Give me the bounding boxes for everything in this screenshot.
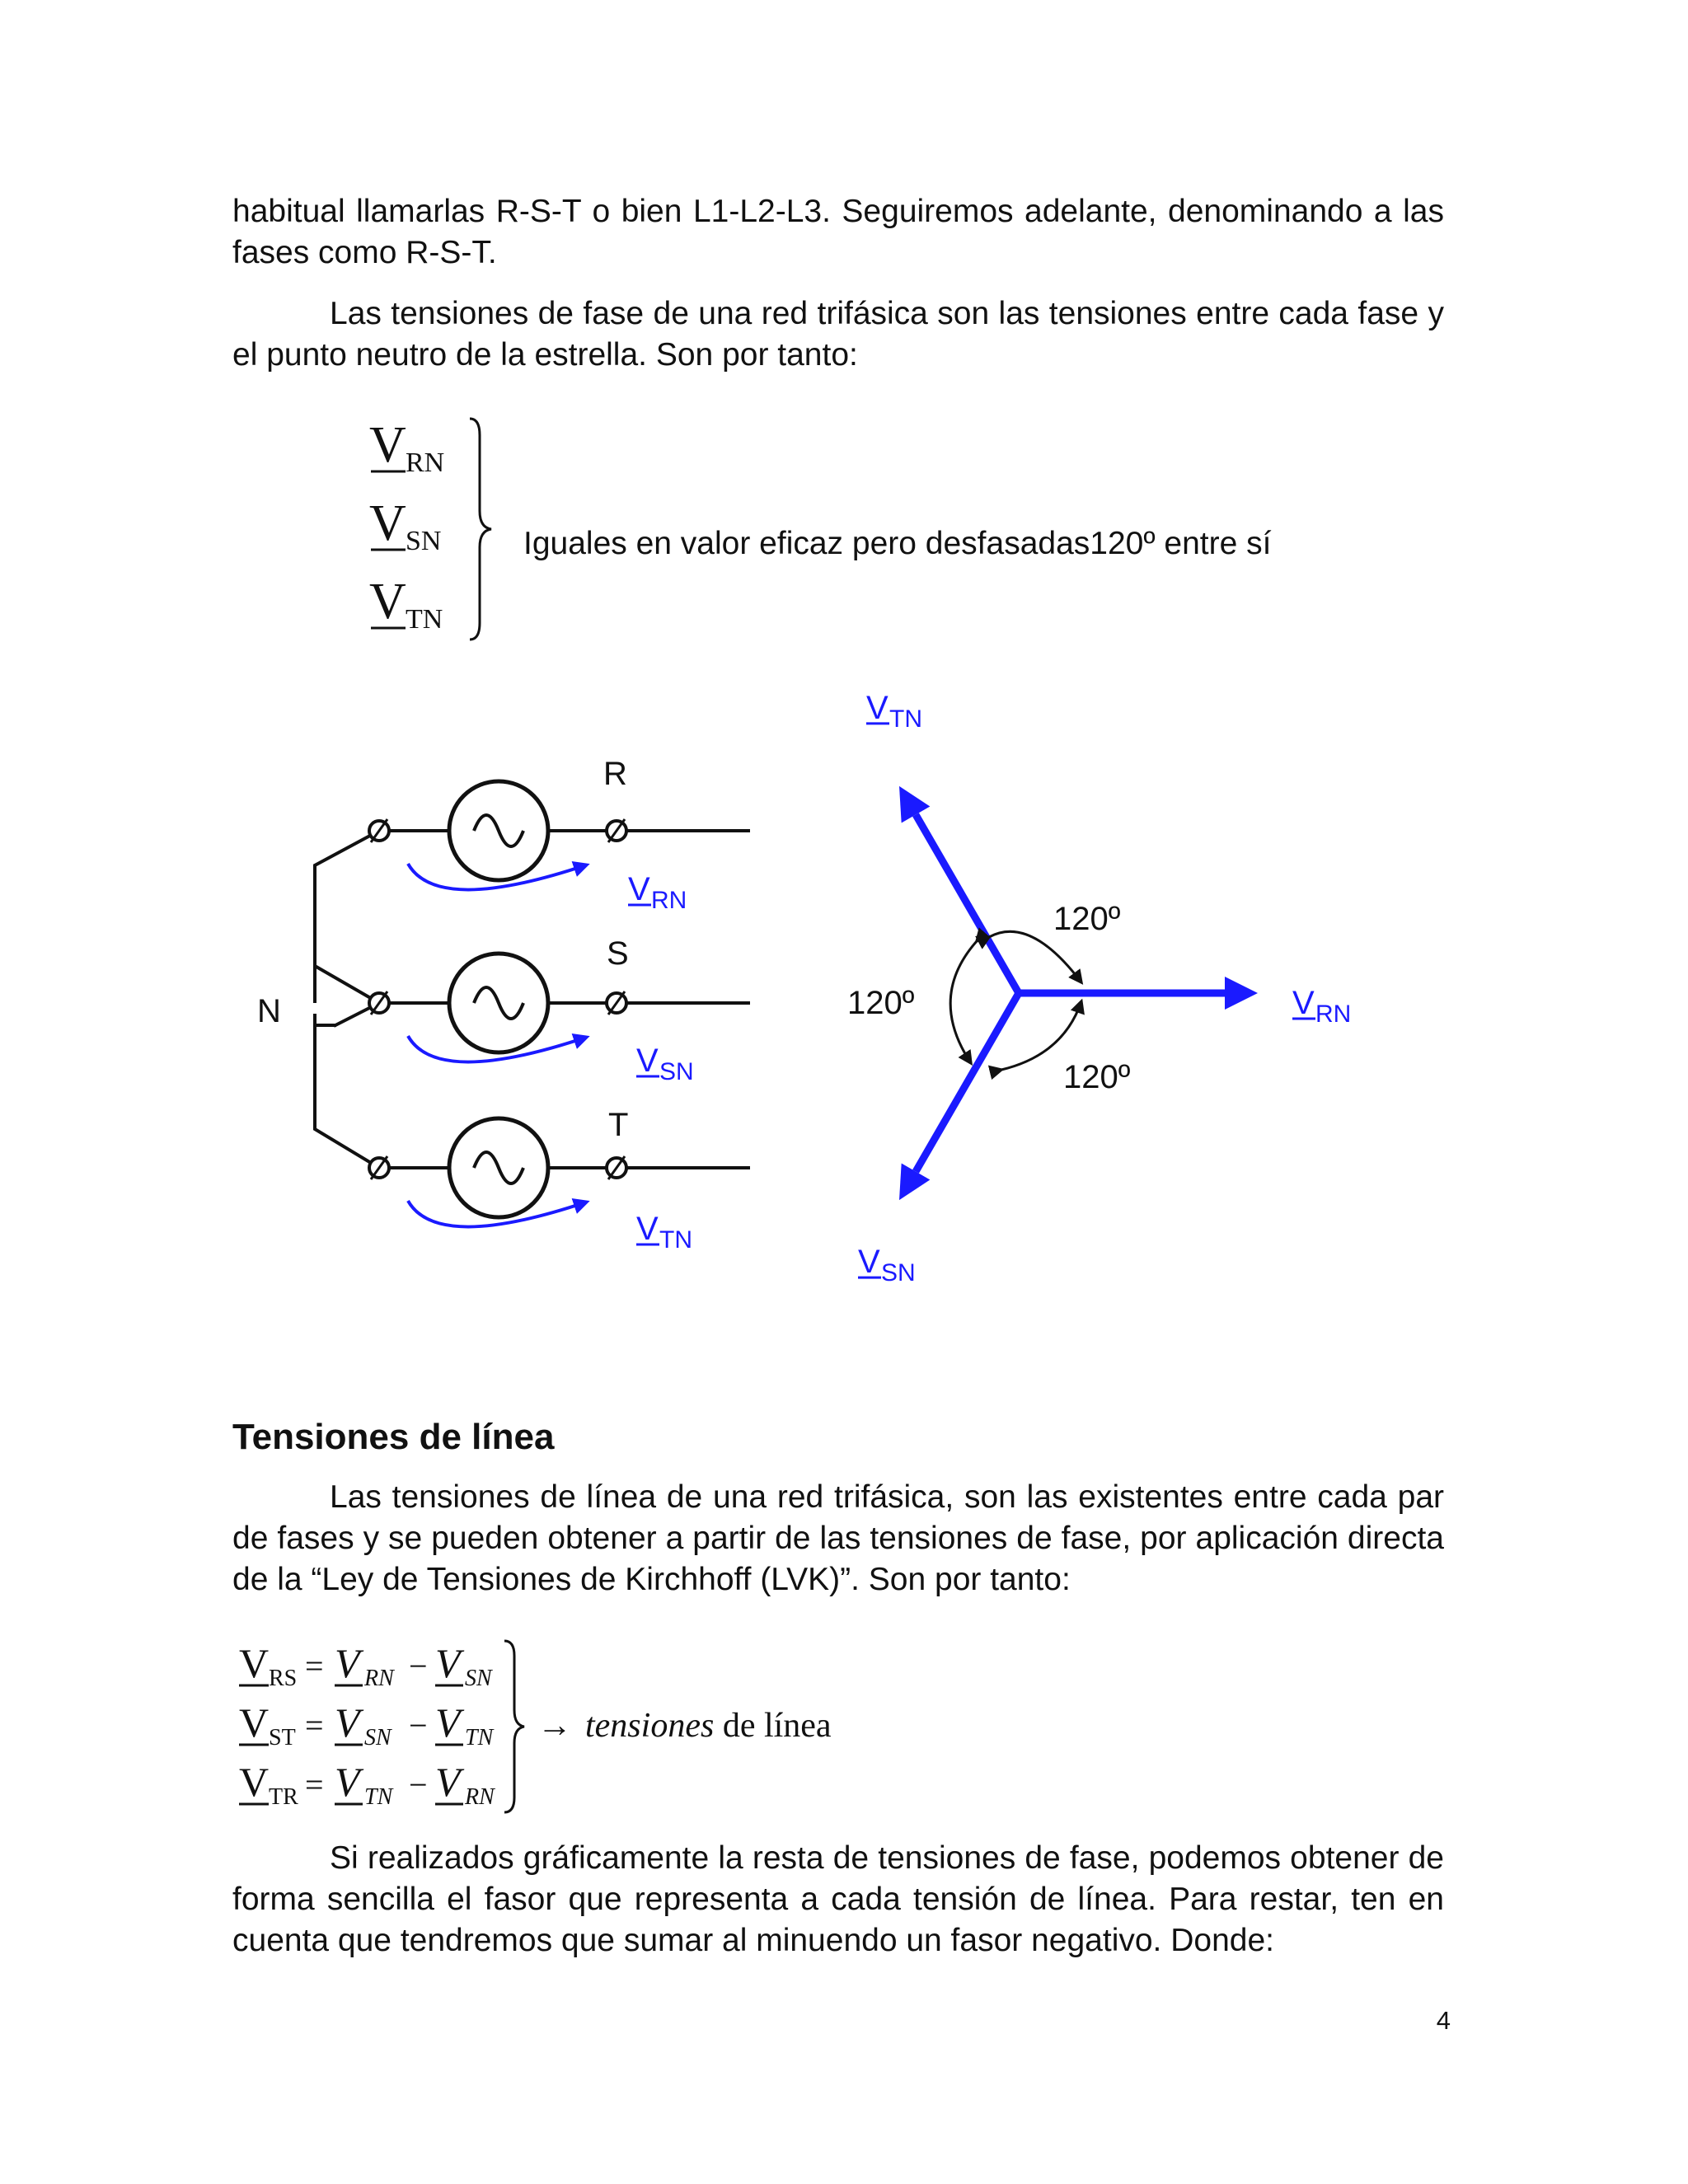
phasor-label-symbol: V xyxy=(866,689,889,726)
line-eq-b-sub: RN xyxy=(465,1784,495,1810)
paragraph-phase-voltages: Las tensiones de fase de una red trifásica son las tensiones entre cada fase y el punto neutro de la estrella. Son por tanto: xyxy=(232,296,1444,373)
phasor-line-tn xyxy=(916,814,1019,993)
phase-label-r: R xyxy=(603,756,627,792)
phasor-diagram xyxy=(824,689,1418,1287)
phasor-label-sub-sn: SN xyxy=(881,1259,916,1287)
circuit-vsn-sub: SN xyxy=(659,1058,694,1085)
phase-r xyxy=(369,756,750,914)
circuit-vsn-symbol: V xyxy=(636,1043,659,1079)
eq-vsn-symbol: V xyxy=(369,495,406,551)
line-eq-a-symbol: V xyxy=(335,1640,360,1686)
neutral-label: N xyxy=(257,993,281,1029)
circuit-diagram xyxy=(247,742,791,1286)
line-eq-a-sub: SN xyxy=(364,1725,392,1750)
phasor-labels xyxy=(858,690,1351,1286)
right-brace xyxy=(470,419,491,640)
line-eq-lhs-sub: TR xyxy=(269,1784,298,1810)
line-eq-result-italic: tensiones xyxy=(585,1707,715,1745)
phase-label-t: T xyxy=(608,1107,629,1143)
paragraph-line-voltages: Las tensiones de línea de una red trifásica, son las existentes entre cada par de fases y se pueden obtener a partir de las tensiones de fase, por aplicación directa de la “Ley de Tensiones de Kirchhoff (LVK)”. Son por tanto: xyxy=(232,1479,1444,1597)
eq-vrn-sub: RN xyxy=(406,448,445,478)
line-eq-minus: − xyxy=(409,1707,428,1744)
eq-vsn-sub: SN xyxy=(406,526,442,556)
paragraph-intro-end: habitual llamarlas R-S-T o bien L1-L2-L3. Seguiremos adelante, denominando a las fases como R-S-T. xyxy=(232,194,1444,270)
eq-vtn-symbol: V xyxy=(369,574,406,630)
line-eq-a-sub: TN xyxy=(364,1784,393,1810)
phasor-label-sub-rn: RN xyxy=(1315,1001,1352,1028)
phasor-label-sub-tn: TN xyxy=(889,705,922,733)
page-number: 4 xyxy=(1436,2006,1451,2035)
line-eq-lhs-sub: ST xyxy=(269,1725,296,1750)
phasor-line-sn xyxy=(916,993,1019,1172)
line-voltage-equation xyxy=(232,1636,974,1817)
line-eq-lhs-symbol: V xyxy=(239,1699,270,1746)
line-eq-equals: = xyxy=(305,1647,324,1685)
phase-note: Iguales en valor eficaz pero desfasadas120º entre sí xyxy=(523,526,1272,561)
line-eq-arrow: → xyxy=(537,1707,572,1745)
line-eq-a-symbol: V xyxy=(335,1699,360,1746)
line-eq-b-sub: TN xyxy=(465,1725,494,1750)
phase-t xyxy=(369,1107,750,1254)
line-eq-row xyxy=(239,1640,493,1691)
line-eq-b-sub: SN xyxy=(465,1666,492,1691)
line-eq-a-sub: RN xyxy=(364,1666,394,1691)
line-eq-b-symbol: V xyxy=(435,1640,461,1686)
eq-vtn-sub: TN xyxy=(406,604,443,635)
angle-label-left: 120º xyxy=(847,985,915,1021)
angle-label-lower: 120º xyxy=(1063,1059,1131,1095)
phase-label-s: S xyxy=(607,935,629,972)
right-brace xyxy=(504,1641,524,1812)
phasor-label-symbol: V xyxy=(858,1244,880,1281)
phasor-head-rn xyxy=(1225,977,1258,1010)
phase-s xyxy=(369,935,750,1085)
line-eq-b-symbol: V xyxy=(435,1759,461,1805)
circuit-vrn-symbol: V xyxy=(628,871,650,907)
line-eq-lhs-symbol: V xyxy=(239,1759,270,1805)
angle-arc-rn-tn xyxy=(989,931,1081,982)
line-eq-b-symbol: V xyxy=(435,1699,461,1746)
eq-vrn-symbol: V xyxy=(369,417,406,473)
phase-voltage-equation xyxy=(354,412,1343,643)
line-eq-result xyxy=(585,1707,832,1745)
line-eq-row xyxy=(239,1759,495,1810)
circuit-vrn-sub: RN xyxy=(651,887,687,914)
line-eq-minus: − xyxy=(409,1766,428,1803)
section-heading: Tensiones de línea xyxy=(232,1417,555,1457)
line-eq-lhs-symbol: V xyxy=(239,1640,270,1686)
phasor-label-symbol: V xyxy=(1292,985,1315,1021)
line-eq-equals: = xyxy=(305,1766,324,1803)
phasor-vectors xyxy=(899,786,1258,1200)
angle-label-upper: 120º xyxy=(1053,901,1121,937)
line-eq-result-rest: de línea xyxy=(714,1707,832,1745)
circuit-vtn-symbol: V xyxy=(636,1211,659,1247)
line-eq-row xyxy=(239,1699,495,1750)
line-eq-minus: − xyxy=(409,1647,428,1685)
line-eq-a-symbol: V xyxy=(335,1759,360,1805)
circuit-vtn-sub: TN xyxy=(659,1226,692,1254)
line-eq-equals: = xyxy=(305,1707,324,1744)
paragraph-graphical-subtraction: Si realizados gráficamente la resta de tensiones de fase, podemos obtener de forma sencilla el fasor que representa a cada tensión de línea. Para restar, ten en cuenta que tendremos que sumar al minuendo un fasor negativo. Donde: xyxy=(232,1840,1444,1958)
angle-arc-tn-sn xyxy=(950,941,977,1063)
line-eq-lhs-sub: RS xyxy=(269,1666,298,1691)
